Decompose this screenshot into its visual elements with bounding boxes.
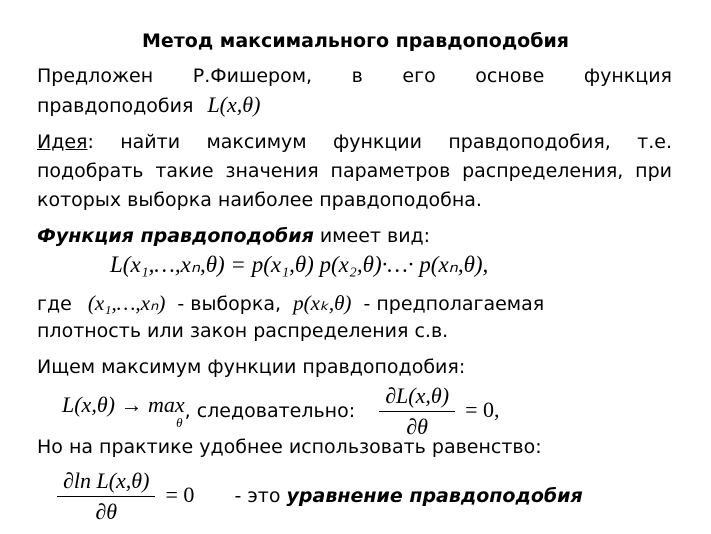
where-line-1 [37, 289, 544, 318]
max-expression [62, 394, 185, 429]
intro-line-1: Предложен Р.Фишером, в его основе функция [37, 65, 672, 87]
density-formula: p(xₖ,θ) [293, 291, 352, 315]
search-text: Ищем максимум функции правдоподобия: [37, 356, 466, 378]
log-derivative-rhs: = 0 [165, 482, 195, 507]
sample-text: - выборка, [177, 293, 282, 315]
idea-line-1-rest: : найти максимум функции правдоподобия, т.е. [87, 131, 672, 153]
function-label: Функция правдоподобия [37, 225, 314, 247]
log-derivative-denominator: ∂θ [95, 499, 118, 524]
idea-label: Идея [37, 131, 88, 153]
idea-line-2: подобрать такие значения параметров распределения, при [37, 160, 672, 182]
derivative-numerator: ∂L(x,θ) [379, 381, 455, 412]
log-derivative-fraction [57, 466, 155, 527]
derivative-denominator: ∂θ [406, 414, 428, 439]
function-definition [37, 222, 430, 250]
search-connector: , следовательно: [184, 400, 356, 422]
density-text: - предполагаемая [363, 293, 545, 315]
sample-formula: (x₁,…,xₙ) [87, 291, 166, 315]
likelihood-symbol: L(x,θ) [207, 92, 261, 117]
practice-tail-prefix: - это [234, 485, 287, 507]
practice-text: Но на практике удобнее использовать равенство: [37, 436, 542, 458]
function-label-rest: имеет вид: [313, 225, 431, 247]
where-prefix: где [37, 293, 72, 315]
likelihood-equation-term: уравнение правдоподобия [286, 485, 583, 507]
max-subscript: θ [176, 415, 183, 430]
intro-line-2 [37, 91, 260, 120]
likelihood-formula: L(x₁,…,xₙ,θ) = p(x₁,θ) p(x₂,θ)·…· p(xₙ,θ), [110, 252, 489, 277]
max-expression-text: L(x,θ) → max [62, 392, 185, 417]
log-derivative-numerator: ∂ln L(x,θ) [57, 466, 155, 497]
idea-line-1 [37, 128, 672, 156]
where-line-2: плотность или закон распределения с.в. [37, 320, 449, 342]
page-title: Метод максимального правдоподобия [141, 30, 570, 52]
derivative-rhs: = 0, [465, 397, 500, 422]
practice-formula-row [57, 463, 583, 528]
intro-line-2-text: правдоподобия [37, 95, 194, 117]
idea-line-3: которых выборка наиболее правдоподобна. [37, 189, 482, 211]
